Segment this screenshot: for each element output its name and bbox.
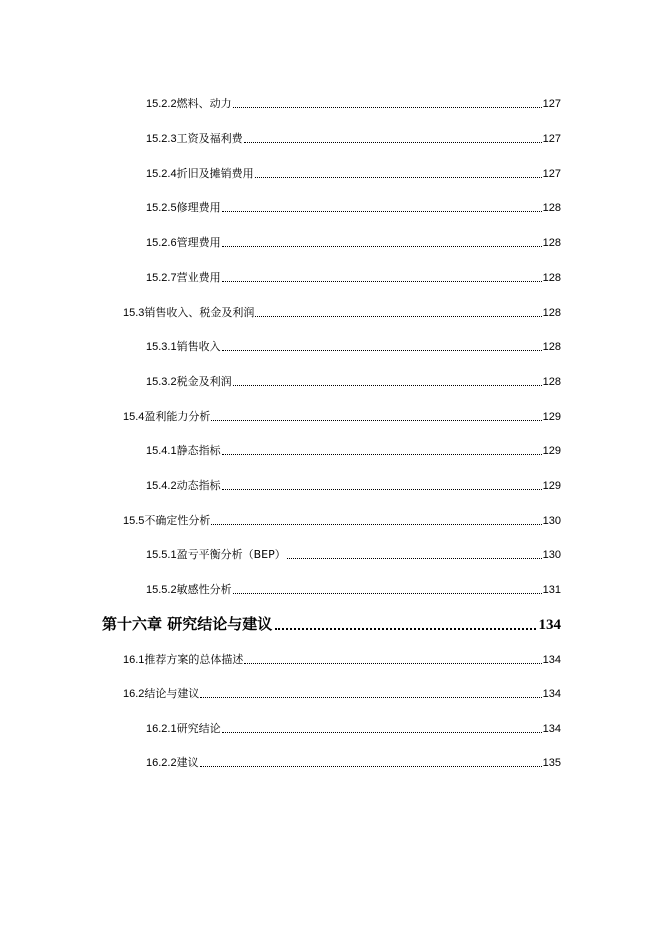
section-title: 修理费用 <box>176 201 221 214</box>
toc-entry[interactable] <box>146 722 561 736</box>
toc-entry[interactable] <box>123 653 561 667</box>
dot-leader <box>287 557 542 559</box>
section-title: 营业费用 <box>176 271 221 284</box>
section-title: 税金及利润 <box>176 375 232 388</box>
dot-leader <box>275 627 535 630</box>
section-title: 销售收入 <box>176 340 221 353</box>
page-number: 134 <box>538 617 561 633</box>
page-number: 127 <box>542 133 561 145</box>
page-number: 130 <box>542 515 561 527</box>
dot-leader <box>222 245 542 247</box>
section-title: 敏感性分析 <box>176 583 232 596</box>
toc-entry[interactable] <box>146 340 561 354</box>
section-number: 15.4.2 <box>146 480 177 492</box>
toc-entry[interactable] <box>146 548 561 562</box>
toc-entry[interactable] <box>146 375 561 389</box>
dot-leader <box>222 731 542 733</box>
section-title: 建议 <box>176 756 199 769</box>
dot-leader <box>211 523 541 525</box>
section-number: 15.3.2 <box>146 376 177 388</box>
toc-entry[interactable] <box>146 444 561 458</box>
toc-entry[interactable] <box>146 756 561 770</box>
section-title: 研究结论 <box>176 722 221 735</box>
toc-entry[interactable] <box>146 201 561 215</box>
page-number: 131 <box>542 584 561 596</box>
toc-entry[interactable] <box>123 514 561 528</box>
section-number: 16.2.2 <box>146 757 177 769</box>
section-number: 15.2.7 <box>146 272 177 284</box>
toc-chapter-entry[interactable] <box>102 615 561 634</box>
section-number: 16.1 <box>123 654 145 666</box>
dot-leader <box>233 106 542 108</box>
page-number: 129 <box>542 411 561 423</box>
section-number: 15.2.4 <box>146 168 177 180</box>
dot-leader <box>233 592 542 594</box>
section-title: 燃料、动力 <box>176 97 232 110</box>
page-number: 128 <box>542 202 561 214</box>
section-number: 15.3.1 <box>146 341 177 353</box>
dot-leader <box>222 210 542 212</box>
dot-leader <box>255 315 541 317</box>
dot-leader <box>244 141 542 143</box>
section-number: 15.2.2 <box>146 98 177 110</box>
toc-entry[interactable] <box>146 97 561 111</box>
section-title: 结论与建议 <box>144 687 200 700</box>
page-number: 129 <box>542 480 561 492</box>
page-number: 134 <box>542 723 561 735</box>
section-title: 动态指标 <box>176 479 221 492</box>
section-number: 16.2.1 <box>146 723 177 735</box>
section-number: 15.2.3 <box>146 133 177 145</box>
dot-leader <box>222 280 542 282</box>
section-title: 工资及福利费 <box>176 132 243 145</box>
section-number: 15.5.1 <box>146 549 177 561</box>
page-number: 128 <box>542 307 561 319</box>
section-title: 折旧及摊销费用 <box>176 167 254 180</box>
page-number: 135 <box>542 757 561 769</box>
section-title: 静态指标 <box>176 444 221 457</box>
toc-entry[interactable] <box>123 306 561 320</box>
section-title: 销售收入、税金及利润 <box>144 306 255 319</box>
section-number: 15.5.2 <box>146 584 177 596</box>
toc-entry[interactable] <box>146 479 561 493</box>
toc-entry[interactable] <box>146 167 561 181</box>
dot-leader <box>200 765 542 767</box>
toc-entry[interactable] <box>123 410 561 424</box>
dot-leader <box>244 662 541 664</box>
page-number: 127 <box>542 98 561 110</box>
page-number: 130 <box>542 549 561 561</box>
section-title: 不确定性分析 <box>144 514 211 527</box>
dot-leader <box>211 419 541 421</box>
toc-entry[interactable] <box>146 271 561 285</box>
dot-leader <box>222 349 542 351</box>
page-number: 128 <box>542 341 561 353</box>
section-number: 15.2.5 <box>146 202 177 214</box>
section-title: 管理费用 <box>176 236 221 249</box>
dot-leader <box>222 453 542 455</box>
toc-entry[interactable] <box>146 132 561 146</box>
section-number: 15.2.6 <box>146 237 177 249</box>
dot-leader <box>233 384 542 386</box>
section-number: 15.4 <box>123 411 145 423</box>
section-number: 16.2 <box>123 688 145 700</box>
section-title: 盈利能力分析 <box>144 410 211 423</box>
dot-leader <box>222 488 542 490</box>
section-number: 15.3 <box>123 307 145 319</box>
toc-entry[interactable] <box>146 236 561 250</box>
page-number: 134 <box>542 688 561 700</box>
toc-entry[interactable] <box>123 687 561 701</box>
section-number: 15.5 <box>123 515 145 527</box>
chapter-title: 第十六章 研究结论与建议 <box>102 615 273 633</box>
dot-leader <box>255 176 542 178</box>
section-title: 盈亏平衡分析（BEP） <box>176 548 286 561</box>
page-number: 134 <box>542 654 561 666</box>
section-number: 15.4.1 <box>146 445 177 457</box>
page-number: 128 <box>542 237 561 249</box>
page-number: 128 <box>542 376 561 388</box>
toc-entry[interactable] <box>146 583 561 597</box>
page-number: 129 <box>542 445 561 457</box>
page-number: 128 <box>542 272 561 284</box>
dot-leader <box>200 696 541 698</box>
section-title: 推荐方案的总体描述 <box>144 653 244 666</box>
page-number: 127 <box>542 168 561 180</box>
